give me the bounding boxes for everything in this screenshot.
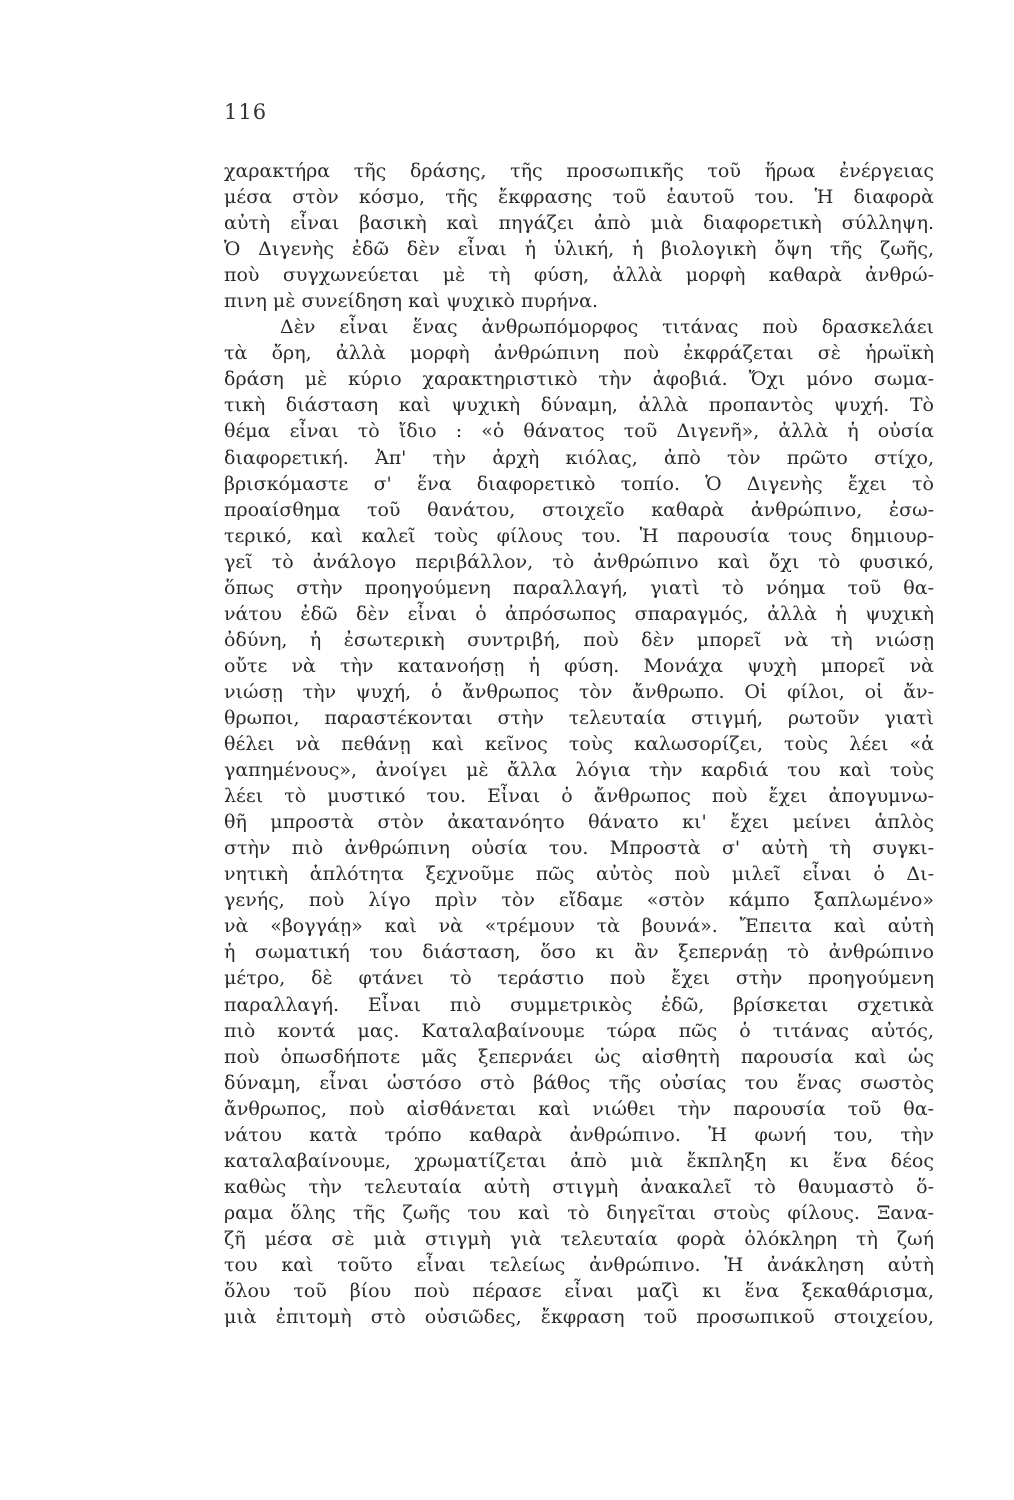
text-line: καθὼς τὴν τελευταία αὐτὴ στιγμὴ ἀνακαλεῖ τὸ θαυμαστὸ ὅ-: [224, 1175, 934, 1198]
text-line: θρωποι, παραστέκονται στὴν τελευταία στιγμή, ρωτοῦν γιατὶ: [224, 706, 934, 729]
text-line: πιὸ κοντά μας. Καταλαβαίνουμε τώρα πῶς ὁ τιτάνας αὐτός,: [224, 1019, 934, 1042]
text-line: ἡ σωματική του διάσταση, ὅσο κι ἂν ξεπερνάῃ τὸ ἀνθρώπινο: [224, 941, 934, 964]
text-line: γαπημένους», ἀνοίγει μὲ ἄλλα λόγια τὴν καρδιά του καὶ τοὺς: [224, 759, 934, 782]
text-line: Ὁ Διγενὴς ἐδῶ δὲν εἶναι ἡ ὑλική, ἡ βιολογικὴ ὄψη τῆς ζωῆς,: [224, 238, 934, 261]
text-line: θέμα εἶναι τὸ ἴδιο : «ὁ θάνατος τοῦ Διγενῆ», ἀλλὰ ἡ οὐσία: [224, 420, 934, 443]
text-line: ζῆ μέσα σὲ μιὰ στιγμὴ γιὰ τελευταία φορὰ ὁλόκληρη τὴ ζωή: [224, 1227, 934, 1250]
text-line: αὐτὴ εἶναι βασικὴ καὶ πηγάζει ἀπὸ μιὰ διαφορετικὴ σύλληψη.: [224, 212, 934, 235]
text-line: νάτου κατὰ τρόπο καθαρὰ ἀνθρώπινο. Ἡ φωνή του, τὴν: [224, 1123, 934, 1146]
text-line: νάτου ἐδῶ δὲν εἶναι ὁ ἀπρόσωπος σπαραγμός, ἀλλὰ ἡ ψυχικὴ: [224, 602, 934, 625]
text-line: θέλει νὰ πεθάνῃ καὶ κεῖνος τοὺς καλωσορίζει, τοὺς λέει «ἀ: [224, 733, 934, 756]
text-line: μέσα στὸν κόσμο, τῆς ἔκφρασης τοῦ ἑαυτοῦ του. Ἡ διαφορὰ: [224, 186, 934, 209]
text-line: του καὶ τοῦτο εἶναι τελείως ἀνθρώπινο. Ἡ ἀνάκληση αὐτὴ: [224, 1253, 934, 1276]
body-text: [224, 158, 934, 1330]
text-line: τὰ ὄρη, ἀλλὰ μορφὴ ἀνθρώπινη ποὺ ἐκφράζεται σὲ ἡρωϊκὴ: [224, 342, 934, 365]
text-line: ὅπως στὴν προηγούμενη παραλλαγή, γιατὶ τὸ νόημα τοῦ θα-: [224, 576, 934, 599]
text-line: πινη μὲ συνείδηση καὶ ψυχικὸ πυρήνα.: [224, 290, 599, 313]
text-line: ἄνθρωπος, ποὺ αἰσθάνεται καὶ νιώθει τὴν παρουσία τοῦ θα-: [224, 1097, 934, 1120]
text-line: στὴν πιὸ ἀνθρώπινη οὐσία του. Μπροστὰ σ' αὐτὴ τὴ συγκι-: [224, 837, 934, 860]
text-line: βρισκόμαστε σ' ἕνα διαφορετικὸ τοπίο. Ὁ Διγενὴς ἔχει τὸ: [224, 472, 934, 495]
text-line: θῆ μπροστὰ στὸν ἀκατανόητο θάνατο κι' ἔχει μείνει ἁπλὸς: [224, 811, 934, 834]
text-line: μέτρο, δὲ φτάνει τὸ τεράστιο ποὺ ἔχει στὴν προηγούμενη: [224, 967, 934, 990]
text-line: καταλαβαίνουμε, χρωματίζεται ἀπὸ μιὰ ἔκπληξη κι ἕνα δέος: [224, 1149, 934, 1172]
page-number: 116: [224, 100, 268, 124]
text-line: ποὺ συγχωνεύεται μὲ τὴ φύση, ἀλλὰ μορφὴ καθαρὰ ἀνθρώ-: [224, 264, 934, 287]
text-line: γεῖ τὸ ἀνάλογο περιβάλλον, τὸ ἀνθρώπινο καὶ ὄχι τὸ φυσικό,: [224, 550, 934, 573]
text-line: παραλλαγή. Εἶναι πιὸ συμμετρικὸς ἐδῶ, βρίσκεται σχετικὰ: [224, 993, 934, 1016]
text-line: τικὴ διάσταση καὶ ψυχικὴ δύναμη, ἀλλὰ προπαντὸς ψυχή. Τὸ: [224, 394, 934, 417]
text-line: νιώσῃ τὴν ψυχή, ὁ ἄνθρωπος τὸν ἄνθρωπο. Οἱ φίλοι, οἱ ἄν-: [224, 680, 934, 703]
text-line: νητικὴ ἁπλότητα ξεχνοῦμε πῶς αὐτὸς ποὺ μιλεῖ εἶναι ὁ Δι-: [224, 863, 934, 886]
text-line: διαφορετική. Ἀπ' τὴν ἀρχὴ κιόλας, ἀπὸ τὸν πρῶτο στίχο,: [224, 446, 934, 469]
text-line: νὰ «βογγάῃ» καὶ νὰ «τρέμουν τὰ βουνά». Ἔπειτα καὶ αὐτὴ: [224, 915, 934, 938]
text-line: ὀδύνη, ἡ ἐσωτερικὴ συντριβή, ποὺ δὲν μπορεῖ νὰ τὴ νιώσῃ: [224, 628, 934, 651]
text-line: προαίσθημα τοῦ θανάτου, στοιχεῖο καθαρὰ ἀνθρώπινο, ἐσω-: [224, 498, 934, 521]
text-line: χαρακτήρα τῆς δράσης, τῆς προσωπικῆς τοῦ ἥρωα ἐνέργειας: [224, 160, 934, 182]
text-line: Δὲν εἶναι ἕνας ἀνθρωπόμορφος τιτάνας ποὺ δρασκελάει: [280, 316, 934, 339]
text-line: λέει τὸ μυστικό του. Εἶναι ὁ ἄνθρωπος ποὺ ἔχει ἀπογυμνω-: [224, 785, 934, 808]
text-line: τερικό, καὶ καλεῖ τοὺς φίλους του. Ἡ παρουσία τους δημιουρ-: [224, 524, 934, 547]
text-line: δράση μὲ κύριο χαρακτηριστικὸ τὴν ἀφοβιά. Ὄχι μόνο σωμα-: [224, 368, 934, 391]
text-line: ὅλου τοῦ βίου ποὺ πέρασε εἶναι μαζὶ κι ἕνα ξεκαθάρισμα,: [224, 1280, 934, 1303]
text-line: δύναμη, εἶναι ὡστόσο στὸ βάθος τῆς οὐσίας του ἕνας σωστὸς: [224, 1071, 934, 1094]
text-line: μιὰ ἐπιτομὴ στὸ οὐσιῶδες, ἔκφραση τοῦ προσωπικοῦ στοιχείου,: [224, 1306, 934, 1329]
text-line: οὔτε νὰ τὴν κατανοήσῃ ἡ φύση. Μονάχα ψυχὴ μπορεῖ νὰ: [224, 654, 934, 677]
text-line: ποὺ ὁπωσδήποτε μᾶς ξεπερνάει ὡς αἰσθητὴ παρουσία καὶ ὡς: [224, 1045, 934, 1068]
text-line: γενής, ποὺ λίγο πρὶν τὸν εἴδαμε «στὸν κάμπο ξαπλωμένο»: [224, 889, 934, 912]
text-line: ραμα ὅλης τῆς ζωῆς του καὶ τὸ διηγεῖται στοὺς φίλους. Ξανα-: [224, 1201, 934, 1224]
